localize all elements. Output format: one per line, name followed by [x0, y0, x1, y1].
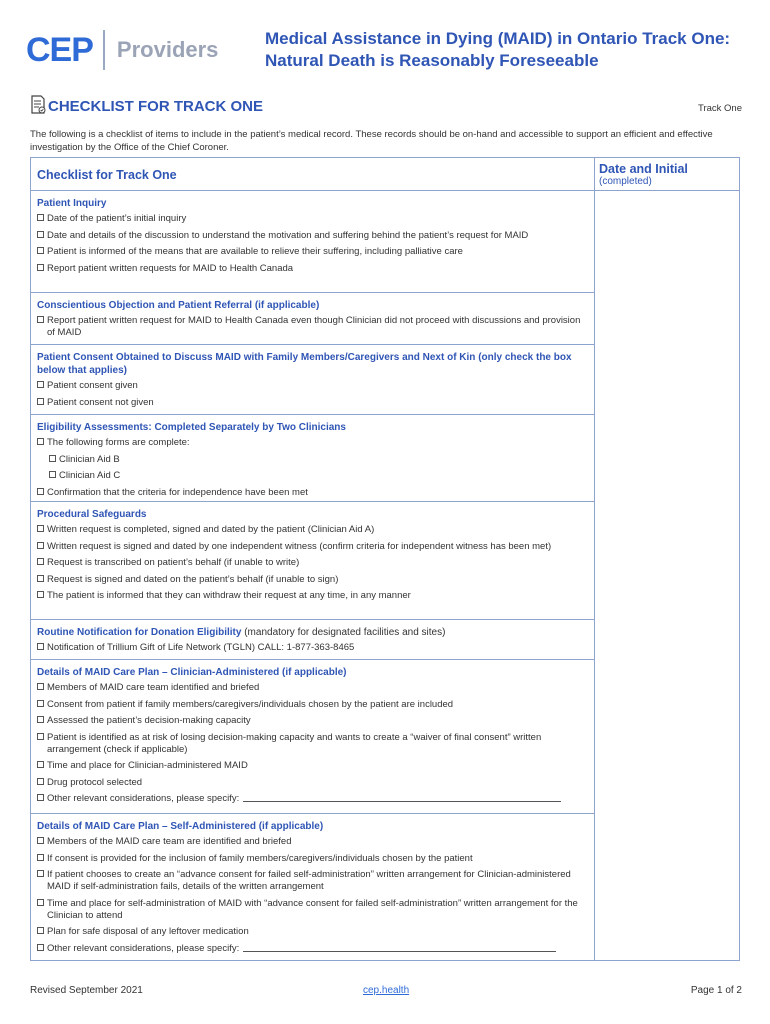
- checklist-item[interactable]: Drug protocol selected: [37, 777, 588, 789]
- specify-input[interactable]: [243, 793, 561, 802]
- checkbox[interactable]: [37, 854, 44, 861]
- page-number: Page 1 of 2: [690, 985, 742, 996]
- checkbox[interactable]: [37, 231, 44, 238]
- checkbox[interactable]: [37, 716, 44, 723]
- section-care-plan-self: [31, 814, 594, 961]
- checkbox[interactable]: [37, 643, 44, 650]
- checkbox[interactable]: [37, 398, 44, 405]
- document-checklist-icon: [30, 95, 46, 115]
- checklist-title: CHECKLIST FOR TRACK ONE: [48, 98, 263, 115]
- checklist-item[interactable]: Written request is signed and dated by one independent witness (confirm criteria for independent witness has been met): [37, 541, 588, 553]
- section-donation-eligibility: [31, 620, 594, 660]
- checkbox[interactable]: [37, 944, 44, 951]
- checkbox[interactable]: [37, 899, 44, 906]
- checkbox[interactable]: [37, 837, 44, 844]
- checklist-item[interactable]: Plan for safe disposal of any leftover medication: [37, 926, 588, 938]
- checkbox[interactable]: [49, 471, 56, 478]
- checkbox[interactable]: [37, 591, 44, 598]
- checklist-item[interactable]: Patient is identified as at risk of losing decision-making capacity and wants to create a “waiver of final consent” written arrangement (check if applicable): [37, 732, 588, 756]
- checklist-table: [30, 157, 740, 961]
- section-title: Routine Notification for Donation Eligibility (mandatory for designated facilities and sites): [37, 627, 446, 638]
- column-header-checklist: Checklist for Track One: [37, 168, 177, 182]
- checkbox[interactable]: [37, 778, 44, 785]
- checkbox[interactable]: [37, 488, 44, 495]
- checklist-item[interactable]: Patient consent given: [37, 380, 588, 392]
- checkbox[interactable]: [37, 316, 44, 323]
- checklist-item[interactable]: Request is transcribed on patient’s behalf (if unable to write): [37, 557, 588, 569]
- checkbox[interactable]: [37, 525, 44, 532]
- checkbox[interactable]: [37, 733, 44, 740]
- section-title-note: (mandatory for designated facilities and sites): [244, 627, 446, 638]
- section-eligibility-assessments: [31, 415, 594, 502]
- checklist-item[interactable]: Members of the MAID care team are identified and briefed: [37, 836, 588, 848]
- checklist-subitem[interactable]: Clinician Aid C: [37, 470, 588, 482]
- checklist-item[interactable]: Time and place for self-administration of MAID with “advance consent for failed self-administration” written arrangement for the Clinician to attend: [37, 898, 588, 922]
- specify-input[interactable]: [243, 943, 556, 952]
- section-patient-inquiry: [31, 191, 594, 293]
- checklist-item[interactable]: Other relevant considerations, please specify:: [37, 943, 588, 955]
- logo-subtitle: Providers: [116, 37, 219, 62]
- column-header-date-title: Date and Initial: [599, 162, 688, 176]
- checkbox[interactable]: [37, 761, 44, 768]
- checklist-item[interactable]: Written request is completed, signed and dated by the patient (Clinician Aid A): [37, 524, 588, 536]
- checklist-item[interactable]: Request is signed and dated on the patient’s behalf (if unable to sign): [37, 574, 588, 586]
- revised-date: Revised September 2021: [30, 985, 143, 996]
- section-patient-consent: [31, 345, 594, 415]
- section-title: Details of MAID Care Plan – Self-Administered (if applicable): [37, 821, 324, 832]
- section-title: Conscientious Objection and Patient Referral (if applicable): [37, 300, 320, 311]
- checklist-item[interactable]: If patient chooses to create an “advance consent for failed self-administration” written arrangement for Clinician-administered MAID if self-administration fails, details of the written arrangement: [37, 869, 588, 893]
- checklist-item[interactable]: Other relevant considerations, please specify:: [37, 793, 588, 805]
- checklist-item[interactable]: If consent is provided for the inclusion of family members/caregivers/individuals chosen by the patient: [37, 853, 588, 865]
- document-title: Medical Assistance in Dying (MAID) in Ontario Track One: Natural Death is Reasonably Foreseeable: [265, 29, 731, 70]
- section-conscientious-objection: [31, 293, 594, 345]
- checklist-item[interactable]: Notification of Trillium Gift of Life Network (TGLN) CALL: 1-877-363-8465: [37, 642, 588, 654]
- intro-paragraph: The following is a checklist of items to include in the patient’s medical record. These records should be on-hand and accessible to support an efficient and effective investigation by the Office of the Chief Coroner.: [30, 129, 713, 153]
- cep-logo[interactable]: [26, 30, 218, 70]
- track-label: Track One: [698, 103, 742, 114]
- checklist-item[interactable]: The patient is informed that they can withdraw their request at any time, in any manner: [37, 590, 588, 602]
- section-title: Details of MAID Care Plan – Clinician-Administered (if applicable): [37, 667, 347, 678]
- checkbox[interactable]: [37, 247, 44, 254]
- checklist-item[interactable]: Assessed the patient’s decision-making capacity: [37, 715, 588, 727]
- section-title: Patient Inquiry: [37, 198, 107, 209]
- checkbox[interactable]: [37, 438, 44, 445]
- column-header-date: [599, 162, 688, 188]
- checkbox[interactable]: [37, 381, 44, 388]
- checkbox[interactable]: [37, 700, 44, 707]
- checklist-item[interactable]: Report patient written requests for MAID to Health Canada: [37, 263, 588, 275]
- checkbox[interactable]: [37, 558, 44, 565]
- column-divider: [594, 158, 595, 960]
- checklist-item[interactable]: Patient is informed of the means that are available to relieve their suffering, including palliative care: [37, 246, 588, 258]
- checkbox[interactable]: [37, 870, 44, 877]
- checklist-item[interactable]: Report patient written request for MAID to Health Canada even though Clinician did not proceed with discussions and provision of MAID: [37, 315, 588, 339]
- logo-divider: [103, 30, 105, 70]
- table-header: [31, 158, 739, 191]
- checkbox[interactable]: [37, 214, 44, 221]
- checklist-item[interactable]: Date and details of the discussion to understand the motivation and suffering behind the patient’s request for MAID: [37, 230, 588, 242]
- checkbox[interactable]: [37, 683, 44, 690]
- checklist-item[interactable]: Confirmation that the criteria for independence have been met: [37, 487, 588, 499]
- checkbox[interactable]: [37, 575, 44, 582]
- checkbox[interactable]: [37, 794, 44, 801]
- page-header: [26, 24, 746, 84]
- checklist-item[interactable]: Consent from patient if family members/caregivers/individuals chosen by the patient are included: [37, 699, 588, 711]
- section-procedural-safeguards: [31, 502, 594, 620]
- checklist-heading-row: [30, 95, 742, 117]
- checkbox[interactable]: [37, 927, 44, 934]
- checklist-item[interactable]: Patient consent not given: [37, 397, 588, 409]
- checkbox[interactable]: [37, 542, 44, 549]
- section-title: Procedural Safeguards: [37, 509, 147, 520]
- logo-mark: CEP: [26, 30, 93, 69]
- section-title: Eligibility Assessments: Completed Separately by Two Clinicians: [37, 422, 346, 433]
- cep-health-link[interactable]: cep.health: [363, 985, 410, 996]
- section-care-plan-clinician: [31, 660, 594, 814]
- checkbox[interactable]: [49, 455, 56, 462]
- checklist-item[interactable]: Date of the patient’s initial inquiry: [37, 213, 588, 225]
- checklist-item[interactable]: The following forms are complete:: [37, 437, 588, 449]
- column-header-date-sub: (completed): [599, 176, 652, 187]
- checklist-subitem[interactable]: Clinician Aid B: [37, 454, 588, 466]
- section-title: Patient Consent Obtained to Discuss MAID with Family Members/Caregivers and Next of Kin (only check the box below that applies): [37, 352, 572, 376]
- checkbox[interactable]: [37, 264, 44, 271]
- checklist-item[interactable]: Time and place for Clinician-administered MAID: [37, 760, 588, 772]
- checklist-item[interactable]: Members of MAID care team identified and briefed: [37, 682, 588, 694]
